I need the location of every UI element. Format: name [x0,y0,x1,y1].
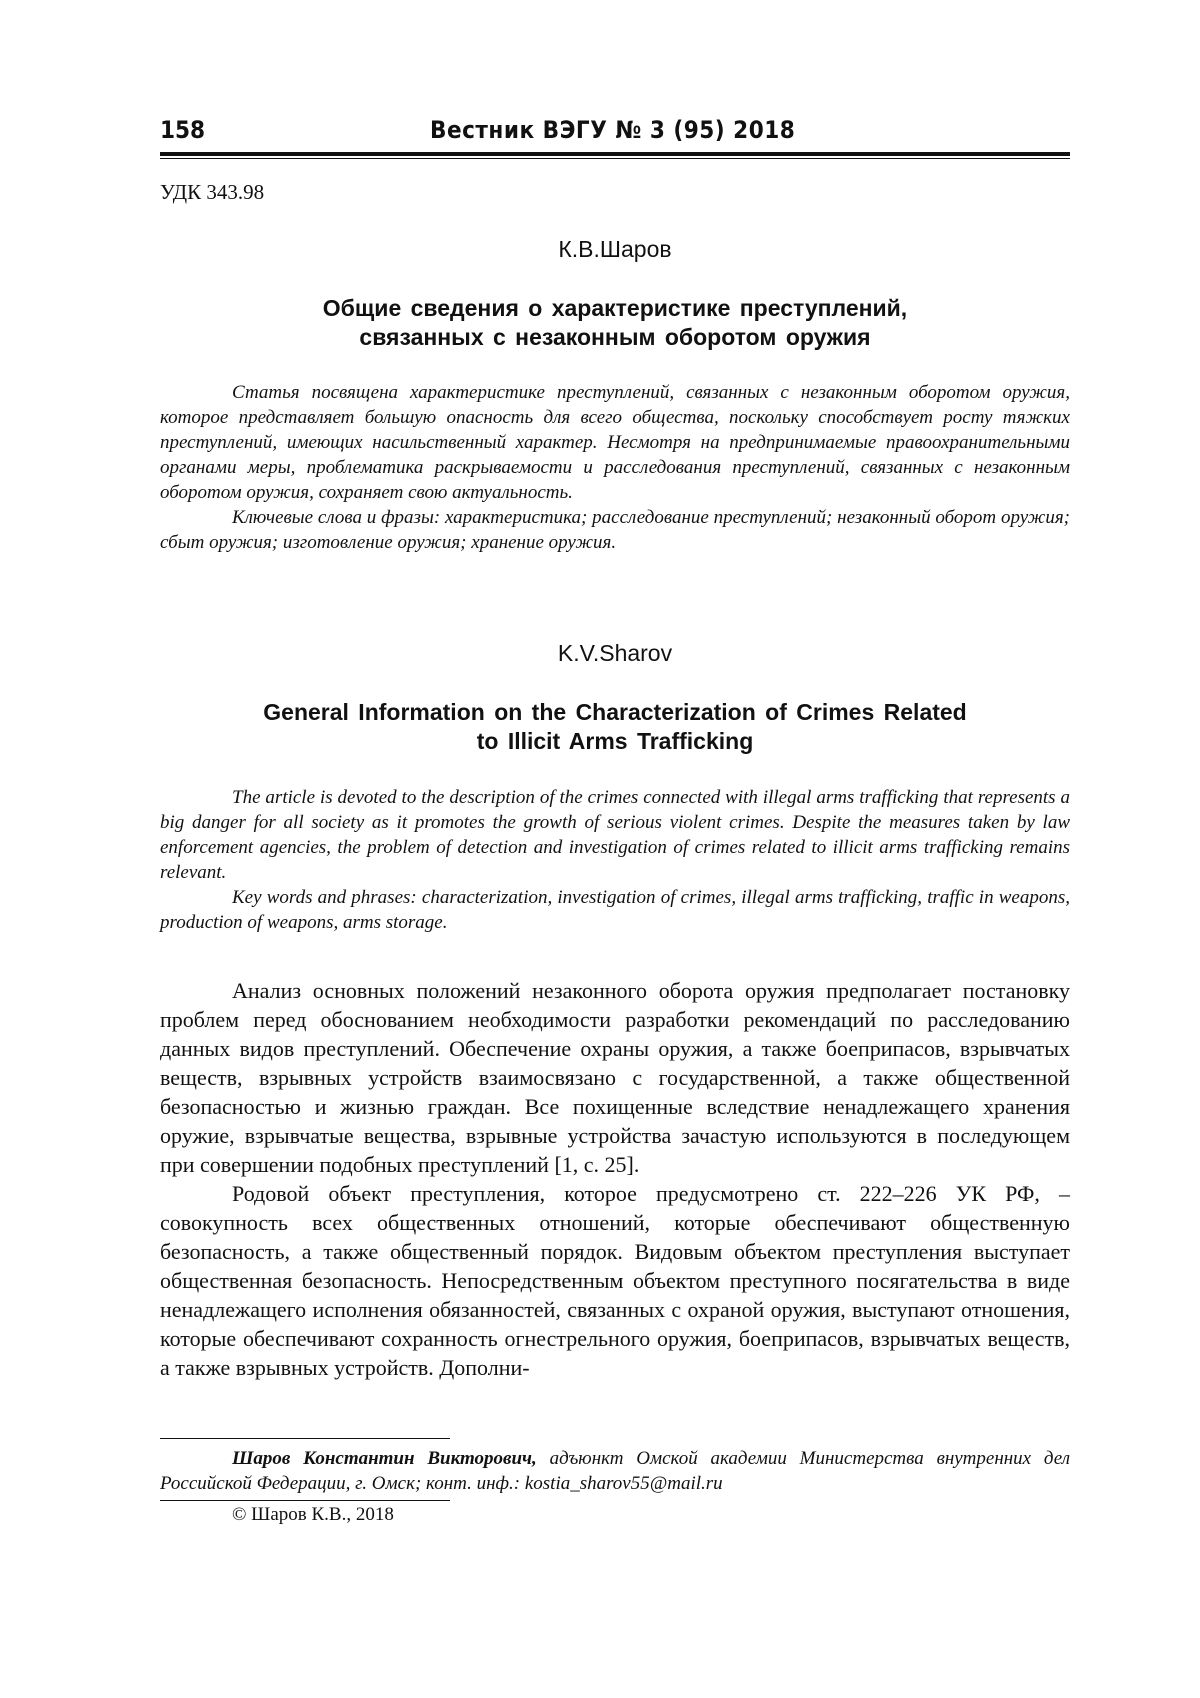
udk-code: УДК 343.98 [160,180,265,204]
title-ru-line1: Общие сведения о характеристике преступлений, [322,295,908,321]
title-ru-line2: связанных с незаконным оборотом оружия [359,324,871,350]
running-header [160,104,1070,154]
abstract-en [160,785,1070,935]
author-ru: К.В.Шаров [558,236,672,262]
abstract-ru-text: Статья посвящена характеристике преступлений, связанных с незаконным оборотом оружия, которое представляет большую опасность для всего общества, поскольку способствует росту тяжких преступлений, имеющих насильственный характер. Несмотря на предпринимаемые правоохранительными органами меры, проблематика раскрываемости и расследования преступлений, связанных с незаконным оборотом оружия, сохраняет свою актуальность. [160,382,1070,503]
header-rule-thick [160,152,1070,156]
journal-title: Вестник ВЭГУ № 3 (95) 2018 [430,116,796,144]
footnote-author-name: Шаров Константин Викторович, [232,1448,537,1469]
keywords-en: Key words and phrases: characterization, investigation of crimes, illegal arms trafficking, traffic in weapons, production of weapons, arms storage. [160,887,1070,933]
body-paragraph-2: Родовой объект преступления, которое предусмотрено ст. 222–226 УК РФ, – совокупность всех общественных отношений, которые обеспечивают общественную безопасность, а также общественный порядок. Видовым объектом преступления выступает общественная безопасность. Непосредственным объектом преступного посягательства в виде ненадлежащего исполнения обязанностей, связанных с охраной оружия, выступают отношения, которые обеспечивают сохранность огнестрельного оружия, боеприпасов, взрывчатых веществ, а также взрывных устройств. Дополни- [160,1181,1070,1380]
copyright-notice: © Шаров К.В., 2018 [232,1504,394,1525]
keywords-ru: Ключевые слова и фразы: характеристика; расследование преступлений; незаконный оборот оружия; сбыт оружия; изготовление оружия; хранение оружия. [160,507,1070,553]
header-rule-thin [160,158,1070,159]
title-en [160,698,1070,756]
footnote-rule [160,1438,450,1439]
title-en-line1: General Information on the Characterization of Crimes Related [263,699,967,725]
title-ru [160,294,1070,352]
page-number: 158 [160,116,206,144]
title-en-line2: to Illicit Arms Trafficking [476,728,754,754]
footnote-author-info: адъюнкт Омской академии Министерства внутренних дел Российской Федерации, г. Омск; конт. инф.: kostia_sharov55@mail.ru [160,1448,1070,1494]
body-paragraph-1: Анализ основных положений незаконного оборота оружия предполагает постановку проблем перед обоснованием необходимости разработки рекомендаций по расследованию данных видов преступлений. Обеспечение охраны оружия, а также боеприпасов, взрывчатых веществ, взрывных устройств взаимосвязано с государственной, а также общественной безопасностью и жизнью граждан. Все похищенные вследствие ненадлежащего хранения оружие, взрывчатые вещества, взрывные устройства зачастую используются в последующем при совершении подобных преступлений [1, с. 25]. [160,978,1070,1177]
author-footnote [160,1446,1070,1496]
abstract-ru [160,380,1070,555]
abstract-en-text: The article is devoted to the description of the crimes connected with illegal arms trafficking that represents a big danger for all society as it promotes the growth of serious violent crimes. Despite the measures taken by law enforcement agencies, the problem of detection and investigation of crimes related to illicit arms trafficking remains relevant. [160,787,1070,883]
footnote-rule-2 [160,1500,450,1501]
article-body [160,976,1070,1382]
author-en: K.V.Sharov [557,640,673,666]
